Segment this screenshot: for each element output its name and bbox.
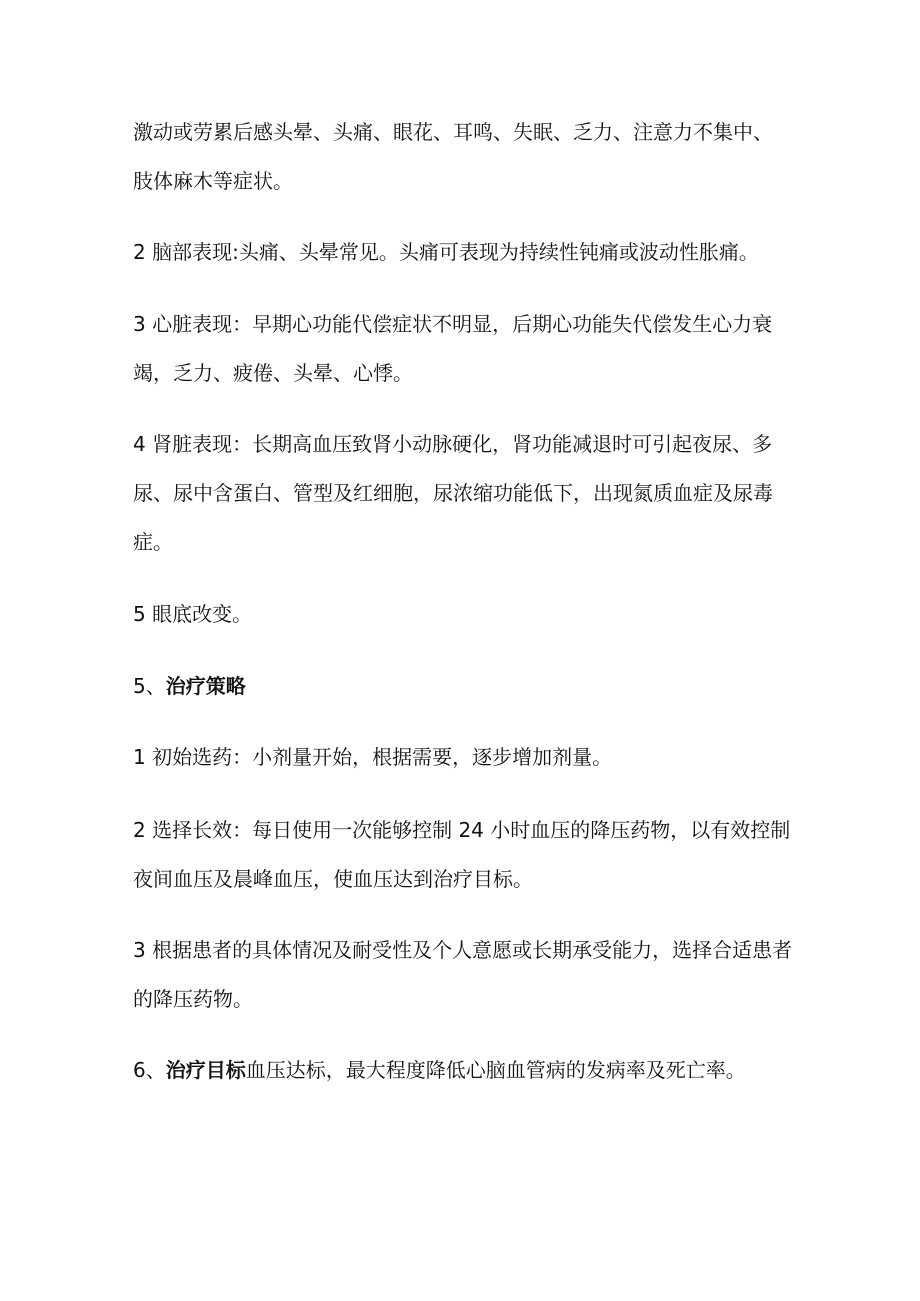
text-line: 激动或劳累后感头晕、头痛、眼花、耳鸣、失眠、乏力、注意力不集中、 xyxy=(133,120,773,144)
text-line: 肢体麻木等症状。 xyxy=(133,169,293,193)
text-line: 夜间血压及晨峰血压，使血压达到治疗目标。 xyxy=(133,867,533,891)
section-text: 血压达标，最大程度降低心脑血管病的发病率及死亡率。 xyxy=(245,1058,746,1082)
section-number: 5、 xyxy=(133,674,166,698)
text-line: 4 肾脏表现：长期高血压致肾小动脉硬化，肾功能减退时可引起夜尿、多 xyxy=(133,432,773,456)
text-line: 3 根据患者的具体情况及耐受性及个人意愿或长期承受能力，选择合适患者 xyxy=(133,938,793,962)
symptoms-general-paragraph xyxy=(133,108,803,206)
text-line: 1 初始选药：小剂量开始，根据需要，逐步增加剂量。 xyxy=(133,745,613,769)
section-title: 治疗目标 xyxy=(165,1058,246,1082)
text-line: 竭，乏力、疲倦、头晕、心悸。 xyxy=(133,361,413,385)
section-number: 6、 xyxy=(133,1058,166,1082)
text-line: 症。 xyxy=(133,530,173,554)
text-line: 2 选择长效：每日使用一次能够控制 24 小时血压的降压药物，以有效控制 xyxy=(133,818,791,842)
brain-manifestation-paragraph xyxy=(133,228,803,277)
individualized-paragraph xyxy=(133,926,803,1024)
section-heading-treatment-goal xyxy=(133,1046,803,1095)
text-line: 3 心脏表现：早期心功能代偿症状不明显，后期心功能失代偿发生心力衰 xyxy=(133,312,773,336)
long-acting-paragraph xyxy=(133,806,803,904)
section-heading-treatment-strategy xyxy=(133,662,803,711)
text-line: 2 脑部表现:头痛、头晕常见。头痛可表现为持续性钝痛或波动性胀痛。 xyxy=(133,240,759,264)
section-title: 治疗策略 xyxy=(165,674,246,698)
kidney-manifestation-paragraph xyxy=(133,420,803,567)
initial-medication-paragraph xyxy=(133,733,803,782)
text-line: 5 眼底改变。 xyxy=(133,602,253,626)
heart-manifestation-paragraph xyxy=(133,300,803,398)
text-line: 尿、尿中含蛋白、管型及红细胞，尿浓缩功能低下，出现氮质血症及尿毒 xyxy=(133,481,773,505)
fundus-change-paragraph xyxy=(133,590,803,639)
text-line: 的降压药物。 xyxy=(133,987,253,1011)
